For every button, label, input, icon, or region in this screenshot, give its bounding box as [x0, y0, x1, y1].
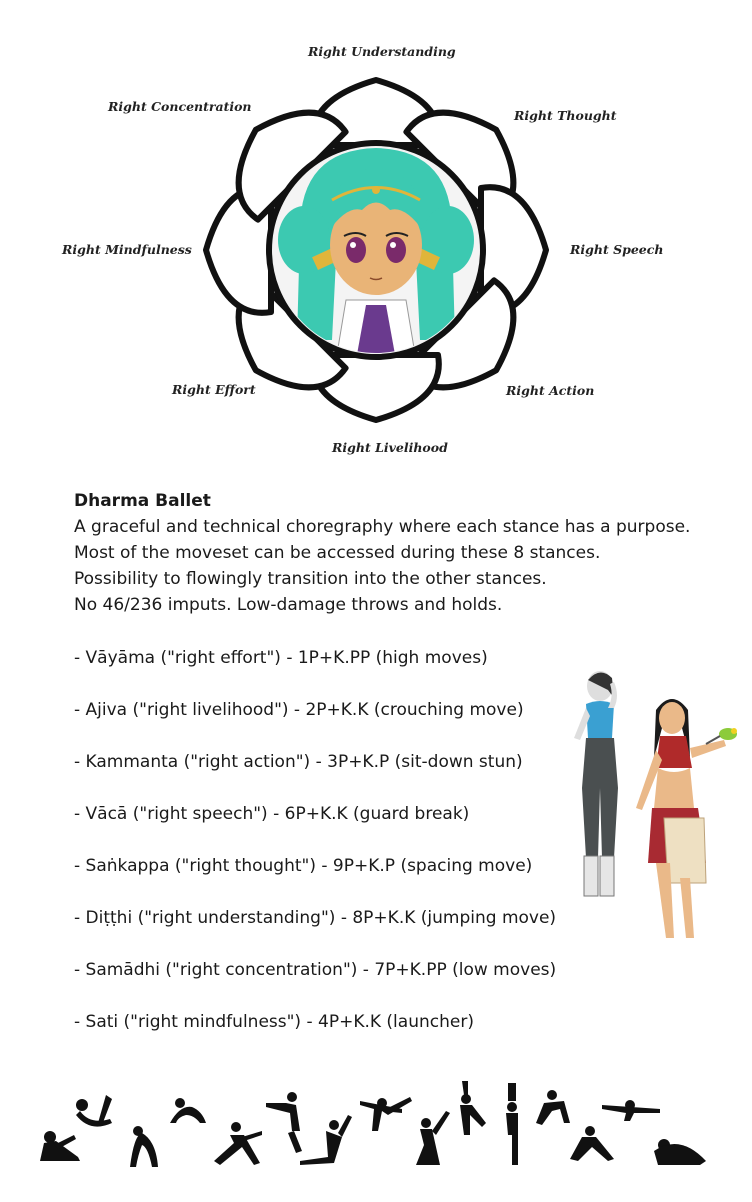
description-block [74, 488, 714, 618]
yoga-pose [214, 1122, 262, 1165]
yoga-pose [300, 1115, 352, 1165]
description-line: Most of the moveset can be accessed during these 8 stances. [74, 543, 601, 563]
label-right-mindfulness: Right Mindfulness [62, 242, 192, 257]
label-right-thought: Right Thought [514, 108, 617, 123]
stance-item: - Samādhi ("right concentration") - 7P+K.PP (low moves) [74, 960, 557, 980]
yoga-pose [76, 1095, 112, 1127]
label-right-speech: Right Speech [570, 242, 664, 257]
yoga-pose [654, 1139, 706, 1165]
dancer-figure [636, 699, 737, 938]
yoga-pose [130, 1126, 158, 1167]
stance-item: - Vāyāma ("right effort") - 1P+K.PP (high moves) [74, 648, 488, 668]
description-line: No 46/236 imputs. Low-damage throws and holds. [74, 595, 503, 615]
stance-item: - Saṅkappa ("right thought") - 9P+K.P (spacing move) [74, 856, 533, 876]
yoga-pose [40, 1131, 80, 1161]
yoga-pose [416, 1111, 450, 1165]
yoga-pose [460, 1081, 486, 1135]
yoga-pose [360, 1097, 412, 1131]
character-illustrations [556, 668, 746, 953]
lotus-diagram [0, 0, 752, 480]
yoga-silhouettes [30, 1075, 730, 1175]
yoga-pose [602, 1100, 660, 1121]
label-right-livelihood: Right Livelihood [332, 440, 448, 455]
stance-item: - Kammanta ("right action") - 3P+K.P (sit-down stun) [74, 752, 523, 772]
description-line: Possibility to flowingly transition into the other stances. [74, 569, 547, 589]
yoga-pose [266, 1092, 302, 1153]
stance-item: - Diṭṭhi ("right understanding") - 8P+K.K (jumping move) [74, 908, 557, 928]
label-right-action: Right Action [506, 383, 595, 398]
style-title: Dharma Ballet [74, 491, 211, 511]
label-right-effort: Right Effort [172, 382, 256, 397]
description-line: A graceful and technical choregraphy where each stance has a purpose. [74, 517, 691, 537]
stance-list [74, 646, 594, 1062]
stance-item: - Ajiva ("right livelihood") - 2P+K.K (crouching move) [74, 700, 524, 720]
label-right-understanding: Right Understanding [308, 44, 456, 59]
stance-item: - Sati ("right mindfulness") - 4P+K.K (launcher) [74, 1012, 474, 1032]
yoga-pose [170, 1098, 206, 1123]
yoga-pose [536, 1090, 570, 1125]
yoga-pose [570, 1126, 614, 1161]
stance-item: - Vācā ("right speech") - 6P+K.K (guard break) [74, 804, 470, 824]
yoga-pose [506, 1083, 518, 1165]
label-right-concentration: Right Concentration [108, 99, 252, 114]
trainer-figure [574, 671, 618, 896]
